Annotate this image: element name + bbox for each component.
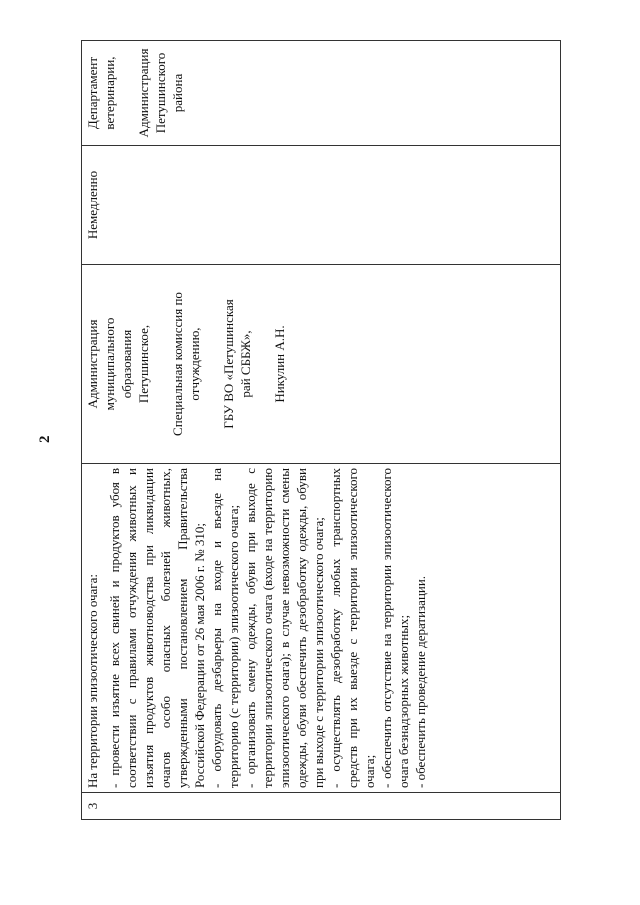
spacer [203, 269, 220, 459]
responsible-line: образования [119, 329, 134, 399]
spacer [254, 269, 271, 459]
measure-item: - провести изъятие всех свиней и продуктов убоя в соответствии с правилами отчуждения животных и изъятия продуктов животноводства при ликвидации очагов особо опасных болезней животных, утвержденными постановлением Правительства Российской Федерации от 26 мая 2006 г. № 310; [107, 468, 207, 788]
page-number: 2 [37, 435, 53, 443]
control-line: Департамент [85, 56, 100, 130]
responsible-line: отчуждению, [187, 327, 202, 401]
control-line: района [170, 73, 185, 113]
spacer [152, 269, 169, 459]
control-line: ветеринарии, [102, 56, 117, 130]
row-number-cell: 3 [82, 793, 561, 820]
measure-item: - осуществлять дезобработку любых транспортных средств при их выезде с территории эпизоотического очага; [328, 468, 377, 788]
measure-item: - оборудовать дезбарьеры на входе и въезде на территорию (с территории) эпизоотического очага; [209, 468, 241, 788]
responsible-line: ГБУ ВО «Петушинская [221, 299, 236, 429]
control-line: Петушинского [153, 52, 168, 134]
measure-item: - организовать смену одежды, обуви при выходе с территории эпизоотического очага (входе на территорию эпизоотического очага); в случае невозможности смены одежды, обуви обеспечить дезобработку одежды, обуви при выходе с территории эпизоотического очага; [243, 468, 326, 788]
responsible-line: муниципального [102, 317, 117, 411]
term-cell: Немедленно [82, 146, 561, 265]
control-cell [82, 41, 561, 146]
measure-item: - обеспечить отсутствие на территории эпизоотического очага безнадзорных животных; [379, 468, 411, 788]
measures-table [81, 40, 561, 820]
responsible-line: рай СББЖ», [238, 330, 253, 398]
spacer [118, 45, 135, 141]
responsible-line: Специальная комиссия по [170, 292, 185, 436]
responsible-line: Никулин А.Н. [272, 325, 287, 403]
responsible-line: Администрация [85, 319, 100, 409]
responsible-cell [82, 265, 561, 464]
table-row [82, 41, 561, 820]
control-line: Администрация [136, 48, 151, 138]
measures-cell [82, 464, 561, 793]
rotated-page-content [81, 40, 561, 820]
responsible-line: Петушинское, [136, 324, 151, 404]
measures-intro: На территории эпизоотического очага: [85, 573, 100, 788]
measure-item: - обеспечить проведение дератизации. [413, 575, 428, 788]
